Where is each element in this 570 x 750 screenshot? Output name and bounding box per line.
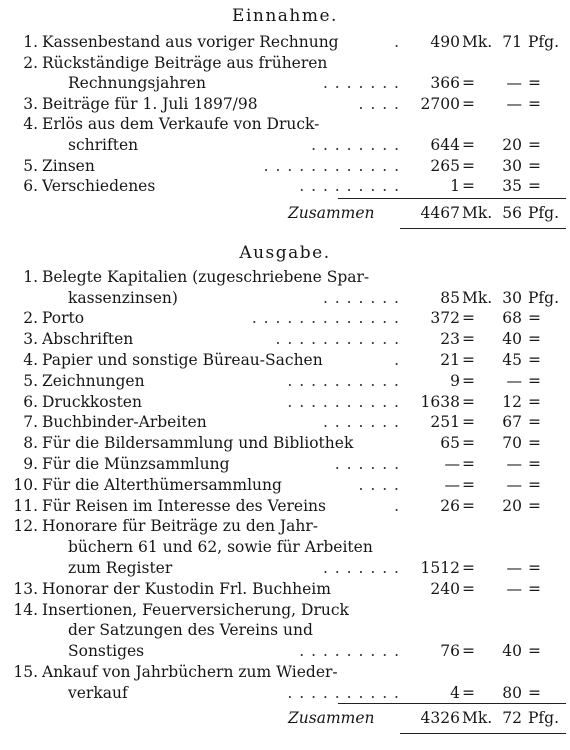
- leader-dots: . . . . . . . .: [311, 136, 400, 154]
- amount-mark: 85: [440, 288, 460, 307]
- item-number: 8.: [23, 434, 38, 453]
- item-text: Belegte Kapitalien (zugeschriebene Spar-: [42, 267, 370, 286]
- amount-mark: 4: [450, 683, 460, 702]
- unit-mark: Mk.: [462, 708, 493, 727]
- total-underline: [400, 228, 566, 229]
- unit-pfennig: =: [528, 309, 541, 328]
- item-text: Papier und sonstige Büreau-Sachen: [42, 351, 323, 369]
- amount-mark: 26: [440, 496, 460, 515]
- leader-dots: . . . . . . . . . . .: [275, 330, 400, 349]
- einnahme-item-4: [0, 114, 570, 134]
- item-number: 9.: [23, 455, 38, 473]
- amount-pfennig: 20: [502, 136, 522, 154]
- unit-pfennig: Pfg.: [528, 33, 560, 51]
- ausgabe-item-15-continued: [0, 683, 570, 703]
- item-number: 13.: [13, 579, 38, 598]
- amount-mark: 240: [430, 579, 460, 598]
- unit-pfennig: =: [528, 351, 541, 369]
- amount-pfennig: —: [506, 475, 522, 494]
- unit-mark: =: [462, 309, 475, 328]
- leader-dots: . . . . . . .: [322, 413, 400, 432]
- item-text-continued: verkauf: [68, 683, 128, 702]
- ausgabe-item-1: [0, 267, 570, 287]
- leader-dots: . . . .: [358, 475, 400, 494]
- item-text: Beiträge für 1. Juli 1897/98: [42, 94, 258, 113]
- amount-pfennig: 45: [502, 351, 522, 369]
- unit-pfennig: =: [528, 559, 541, 577]
- ausgabe-total: [0, 708, 570, 728]
- amount-mark: 265: [430, 156, 460, 175]
- amount-mark: 366: [430, 74, 460, 93]
- unit-mark: =: [462, 496, 475, 515]
- unit-mark: =: [462, 642, 475, 661]
- ausgabe-item-10: [0, 475, 570, 495]
- ausgabe-item-15: [0, 662, 570, 682]
- unit-mark: =: [462, 455, 475, 473]
- item-text: Zinsen: [42, 156, 95, 175]
- item-number: 11.: [13, 496, 38, 515]
- amount-pfennig: 40: [502, 330, 522, 349]
- amount-mark: 372: [430, 309, 460, 328]
- leader-dots: .: [394, 33, 400, 51]
- amount-pfennig: 30: [502, 156, 522, 175]
- amount-pfennig: —: [506, 579, 522, 598]
- amount-mark: 65: [440, 434, 460, 453]
- item-text: Ankauf von Jahrbüchern zum Wieder-: [42, 663, 338, 681]
- amount-pfennig: 70: [502, 434, 522, 453]
- item-text-continued: Rechnungsjahren: [68, 74, 206, 93]
- ausgabe-item-7: [0, 412, 570, 432]
- unit-mark: =: [462, 475, 475, 494]
- unit-pfennig: =: [528, 455, 541, 473]
- unit-mark: =: [462, 392, 475, 411]
- item-number: 4.: [23, 351, 38, 369]
- unit-mark: Mk.: [462, 288, 493, 307]
- unit-mark: =: [462, 156, 475, 175]
- item-number: 5.: [23, 371, 38, 390]
- item-text: Verschiedenes: [42, 177, 156, 196]
- item-text: Für Reisen im Interesse des Vereins: [42, 496, 326, 515]
- amount-mark: 2700: [420, 94, 460, 113]
- amount-pfennig: 12: [502, 392, 522, 411]
- einnahme-item-3: [0, 94, 570, 114]
- unit-mark: Mk.: [462, 33, 493, 51]
- unit-pfennig: =: [528, 683, 541, 702]
- item-text: Kassenbestand aus voriger Rechnung: [42, 33, 339, 51]
- ausgabe-item-8: [0, 433, 570, 453]
- unit-mark: =: [462, 94, 475, 113]
- amount-pfennig: 56: [502, 203, 522, 222]
- ausgabe-item-14-continued: [0, 641, 570, 661]
- item-number: 14.: [13, 600, 38, 619]
- amount-pfennig: 80: [502, 683, 522, 702]
- amount-pfennig: 20: [502, 496, 522, 515]
- ausgabe-item-14-continued: [0, 620, 570, 640]
- amount-mark: —: [444, 455, 460, 473]
- item-number: 2.: [23, 309, 38, 328]
- item-text-continued: büchern 61 und 62, sowie für Arbeiten: [68, 538, 373, 557]
- item-text-continued: der Satzungen des Vereins und: [68, 621, 313, 640]
- section-heading-einnahme: Einnahme.: [232, 6, 338, 26]
- unit-pfennig: =: [528, 136, 541, 154]
- unit-pfennig: =: [528, 579, 541, 598]
- amount-pfennig: 68: [502, 309, 522, 328]
- amount-pfennig: —: [506, 74, 522, 93]
- item-number: 4.: [23, 115, 38, 134]
- item-text: Buchbinder-Arbeiten: [42, 413, 207, 432]
- amount-mark: 9: [450, 371, 460, 390]
- unit-mark: =: [462, 434, 475, 453]
- leader-dots: . . . . . . . . .: [299, 177, 400, 196]
- leader-dots: . . . . . . . . . .: [287, 683, 400, 702]
- amount-mark: 1: [450, 177, 460, 196]
- unit-pfennig: =: [528, 392, 541, 411]
- unit-mark: =: [462, 413, 475, 432]
- einnahme-item-2-continued: [0, 73, 570, 93]
- ausgabe-item-4: [0, 350, 570, 370]
- amount-mark: 1638: [420, 392, 460, 411]
- amount-pfennig: 40: [502, 642, 522, 661]
- leader-dots: . . . .: [358, 94, 400, 113]
- item-text: Für die Alterthümersammlung: [42, 475, 282, 494]
- amount-mark: 644: [430, 136, 460, 154]
- ausgabe-item-1-continued: [0, 288, 570, 308]
- leader-dots: . . . . . . .: [322, 559, 400, 577]
- item-text-continued: zum Register: [68, 559, 173, 577]
- leader-dots: . . . . . . . . .: [299, 642, 400, 661]
- leader-dots: .: [394, 496, 400, 515]
- einnahme-item-1: [0, 32, 570, 52]
- amount-mark: 1512: [420, 559, 460, 577]
- einnahme-item-2: [0, 53, 570, 73]
- item-text-continued: schriften: [68, 136, 139, 154]
- unit-pfennig: =: [528, 94, 541, 113]
- item-text: Erlös aus dem Verkaufe von Druck-: [42, 115, 320, 134]
- unit-mark: =: [462, 371, 475, 390]
- amount-pfennig: —: [506, 94, 522, 113]
- amount-mark: 4467: [420, 203, 460, 222]
- unit-mark: =: [462, 330, 475, 349]
- ausgabe-item-12-continued: [0, 537, 570, 557]
- item-number: 7.: [23, 413, 38, 432]
- total-underline: [400, 733, 566, 734]
- item-text: Druckkosten: [42, 392, 142, 411]
- ausgabe-item-6: [0, 392, 570, 412]
- item-number: 12.: [13, 517, 38, 536]
- item-text: Für die Münzsammlung: [42, 455, 230, 473]
- sum-rule: [338, 198, 566, 199]
- unit-mark: =: [462, 683, 475, 702]
- unit-pfennig: =: [528, 74, 541, 93]
- leader-dots: . . . . . . . . . . . .: [263, 156, 400, 175]
- item-text: Zeichnungen: [42, 371, 145, 390]
- amount-mark: 21: [440, 351, 460, 369]
- item-text-continued: kassenzinsen): [68, 288, 178, 307]
- einnahme-item-5: [0, 156, 570, 176]
- ausgabe-item-3: [0, 329, 570, 349]
- unit-mark: =: [462, 177, 475, 196]
- ausgabe-item-12: [0, 516, 570, 536]
- item-number: 3.: [23, 330, 38, 349]
- unit-mark: =: [462, 74, 475, 93]
- item-text: Porto: [42, 309, 85, 328]
- einnahme-total: [0, 203, 570, 223]
- item-number: 1.: [23, 33, 38, 51]
- total-label: Zusammen: [288, 708, 375, 727]
- unit-mark: =: [462, 136, 475, 154]
- unit-pfennig: =: [528, 330, 541, 349]
- unit-mark: Mk.: [462, 203, 493, 222]
- einnahme-item-4-continued: [0, 135, 570, 155]
- total-label: Zusammen: [288, 203, 375, 222]
- amount-pfennig: 71: [502, 33, 522, 51]
- leader-dots: . . . . . .: [334, 455, 400, 473]
- item-text: Honorar der Kustodin Frl. Buchheim: [42, 579, 331, 598]
- unit-pfennig: =: [528, 642, 541, 661]
- amount-pfennig: 72: [502, 708, 522, 727]
- unit-pfennig: Pfg.: [528, 708, 560, 727]
- amount-pfennig: 35: [502, 177, 522, 196]
- item-text: Abschriften: [42, 330, 134, 349]
- item-number: 1.: [23, 267, 38, 286]
- item-number: 3.: [23, 94, 38, 113]
- item-text: Für die Bildersammlung und Bibliothek: [42, 434, 354, 453]
- amount-mark: 23: [440, 330, 460, 349]
- leader-dots: . . . . . . .: [322, 288, 400, 307]
- unit-pfennig: Pfg.: [528, 288, 560, 307]
- unit-pfennig: =: [528, 156, 541, 175]
- amount-mark: 4326: [420, 708, 460, 727]
- item-number: 15.: [13, 663, 38, 681]
- ausgabe-item-9: [0, 454, 570, 474]
- unit-pfennig: =: [528, 177, 541, 196]
- item-number: 6.: [23, 392, 38, 411]
- section-heading-ausgabe: Ausgabe.: [239, 242, 331, 263]
- unit-pfennig: =: [528, 434, 541, 453]
- amount-mark: 76: [440, 642, 460, 661]
- leader-dots: . . . . . . . . . .: [287, 371, 400, 390]
- unit-pfennig: =: [528, 496, 541, 515]
- unit-mark: =: [462, 351, 475, 369]
- einnahme-item-6: [0, 176, 570, 196]
- item-number: 6.: [23, 177, 38, 196]
- unit-pfennig: =: [528, 413, 541, 432]
- item-number: 2.: [23, 53, 38, 72]
- unit-mark: =: [462, 559, 475, 577]
- amount-pfennig: —: [506, 559, 522, 577]
- leader-dots: . . . . . . . . . .: [287, 392, 400, 411]
- amount-pfennig: 30: [502, 288, 522, 307]
- ausgabe-item-11: [0, 496, 570, 516]
- leader-dots: . . . . . . . . . . . . .: [251, 309, 400, 328]
- amount-mark: 490: [430, 33, 460, 51]
- amount-mark: —: [444, 475, 460, 494]
- amount-pfennig: 67: [502, 413, 522, 432]
- amount-pfennig: —: [506, 371, 522, 390]
- unit-mark: =: [462, 579, 475, 598]
- unit-pfennig: Pfg.: [528, 203, 560, 222]
- unit-pfennig: =: [528, 475, 541, 494]
- item-number: 5.: [23, 156, 38, 175]
- item-text-continued: Sonstiges: [68, 642, 145, 661]
- unit-pfennig: =: [528, 371, 541, 390]
- ausgabe-item-5: [0, 371, 570, 391]
- ausgabe-item-12-continued: [0, 558, 570, 578]
- leader-dots: . . . . . . .: [322, 74, 400, 93]
- ausgabe-item-13: [0, 579, 570, 599]
- sum-rule: [338, 703, 566, 704]
- item-text: Insertionen, Feuerversicherung, Druck: [42, 600, 349, 619]
- ausgabe-item-14: [0, 600, 570, 620]
- item-text: Rückständige Beiträge aus früheren: [42, 53, 328, 72]
- amount-pfennig: —: [506, 455, 522, 473]
- item-text: Honorare für Beiträge zu den Jahr-: [42, 517, 318, 536]
- ausgabe-item-2: [0, 308, 570, 328]
- amount-mark: 251: [430, 413, 460, 432]
- item-number: 10.: [13, 475, 38, 494]
- leader-dots: .: [394, 351, 400, 369]
